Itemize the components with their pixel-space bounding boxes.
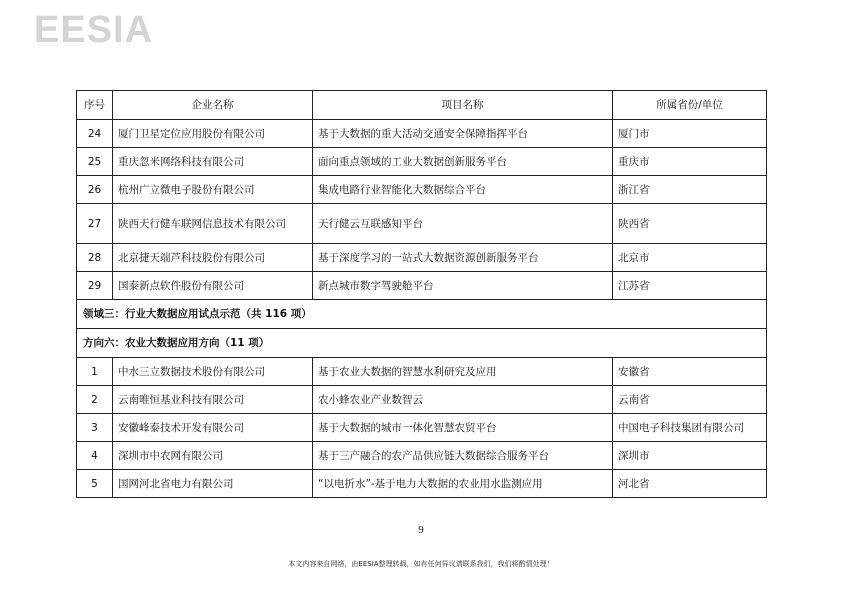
cell-province: 中国电子科技集团有限公司: [613, 414, 767, 442]
cell-project: 农小蜂农业产业数智云: [313, 386, 613, 414]
table-row: [77, 148, 767, 176]
cell-company: 安徽峰泰技术开发有限公司: [113, 414, 313, 442]
cell-company: 陕西天行健车联网信息技术有限公司: [113, 204, 313, 244]
cell-project: 天行健云互联感知平台: [313, 204, 613, 244]
table-header-row: [77, 91, 767, 120]
cell-no: 27: [77, 204, 113, 244]
table-row: [77, 204, 767, 244]
header-no: 序号: [77, 91, 113, 120]
header-company: 企业名称: [113, 91, 313, 120]
cell-project: “以电折水”-基于电力大数据的农业用水监测应用: [313, 470, 613, 498]
footer-disclaimer: 本文内容来自网络，由EESIA整理转载，如有任何异议请联系我们，我们将酌情处理！: [288, 560, 554, 568]
cell-project: 新点城市数字驾驶舱平台: [313, 272, 613, 300]
cell-province: 河北省: [613, 470, 767, 498]
cell-province: 江苏省: [613, 272, 767, 300]
cell-company: 深圳市中农网有限公司: [113, 442, 313, 470]
cell-province: 陕西省: [613, 204, 767, 244]
cell-project: 面向重点领域的工业大数据创新服务平台: [313, 148, 613, 176]
cell-no: 25: [77, 148, 113, 176]
cell-province: 厦门市: [613, 120, 767, 148]
eesia-logo: EESIA: [34, 9, 154, 51]
table-row: [77, 272, 767, 300]
cell-no: 28: [77, 244, 113, 272]
cell-company: 重庆忽米网络科技有限公司: [113, 148, 313, 176]
cell-province: 北京市: [613, 244, 767, 272]
cell-province: 浙江省: [613, 176, 767, 204]
section-row-field: [77, 300, 767, 329]
section-row-direction: [77, 329, 767, 358]
cell-project: 集成电路行业智能化大数据综合平台: [313, 176, 613, 204]
cell-project: 基于深度学习的一站式大数据资源创新服务平台: [313, 244, 613, 272]
cell-project: 基于农业大数据的智慧水利研究及应用: [313, 358, 613, 386]
project-table: [76, 90, 767, 498]
cell-company: 北京捷天端芦科技股份有限公司: [113, 244, 313, 272]
cell-company: 中水三立数据技术股份有限公司: [113, 358, 313, 386]
cell-province: 深圳市: [613, 442, 767, 470]
table-row: [77, 386, 767, 414]
cell-no: 26: [77, 176, 113, 204]
cell-no: 4: [77, 442, 113, 470]
cell-project: 基于大数据的重大活动交通安全保障指挥平台: [313, 120, 613, 148]
table-row: [77, 176, 767, 204]
section-direction-title: 方向六：农业大数据应用方向（11 项）: [77, 329, 767, 358]
header-project: 项目名称: [313, 91, 613, 120]
cell-no: 2: [77, 386, 113, 414]
table-row: [77, 244, 767, 272]
table-row: [77, 470, 767, 498]
cell-no: 3: [77, 414, 113, 442]
cell-company: 国泰新点软件股份有限公司: [113, 272, 313, 300]
cell-project: 基于大数据的城市一体化智慧农贸平台: [313, 414, 613, 442]
cell-no: 29: [77, 272, 113, 300]
cell-company: 厦门卫星定位应用股份有限公司: [113, 120, 313, 148]
header-province: 所属省份/单位: [613, 91, 767, 120]
cell-no: 5: [77, 470, 113, 498]
table-row: [77, 442, 767, 470]
section-field-title: 领域三：行业大数据应用试点示范（共 116 项）: [77, 300, 767, 329]
cell-company: 杭州广立微电子股份有限公司: [113, 176, 313, 204]
cell-no: 1: [77, 358, 113, 386]
cell-company: 国网河北省电力有限公司: [113, 470, 313, 498]
cell-province: 重庆市: [613, 148, 767, 176]
cell-project: 基于三产融合的农产品供应链大数据综合服务平台: [313, 442, 613, 470]
table-row: [77, 358, 767, 386]
page-number: 9: [418, 524, 424, 536]
cell-province: 云南省: [613, 386, 767, 414]
table-row: [77, 414, 767, 442]
table-row: [77, 120, 767, 148]
cell-no: 24: [77, 120, 113, 148]
cell-company: 云南唯恒基业科技有限公司: [113, 386, 313, 414]
cell-province: 安徽省: [613, 358, 767, 386]
